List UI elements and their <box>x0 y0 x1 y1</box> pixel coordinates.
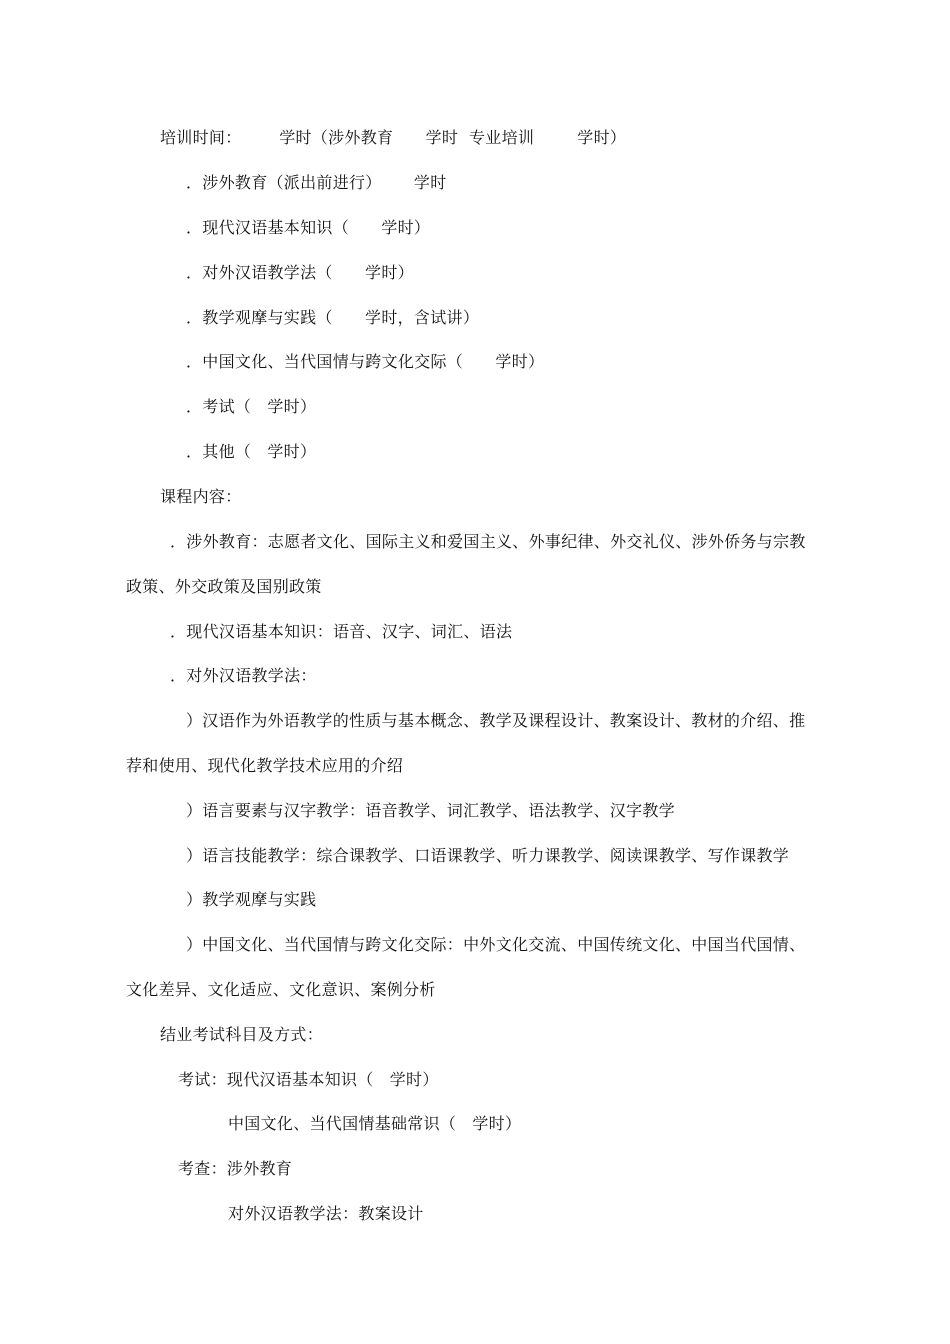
exam-test-line: 考试：现代汉语基本知识（ 学时） <box>178 1070 439 1089</box>
course-subitem: ）中国文化、当代国情与跨文化交际：中外文化交流、中国传统文化、中国当代国情、 <box>186 935 806 954</box>
course-subitem: ）汉语作为外语教学的性质与基本概念、教学及课程设计、教案设计、教材的介绍、推 <box>186 711 806 730</box>
course-item: ．对外汉语教学法： <box>170 666 317 685</box>
course-subitem-continuation: 文化差异、文化适应、文化意识、案例分析 <box>126 980 436 999</box>
training-item: ．教学观摩与实践（ 学时，含试讲） <box>186 308 480 327</box>
course-item-continuation: 政策、外交政策及国别政策 <box>126 577 322 596</box>
course-subitem: ）语言要素与汉字教学：语音教学、词汇教学、语法教学、汉字教学 <box>186 801 676 820</box>
training-item: ．对外汉语教学法（ 学时） <box>186 263 414 282</box>
training-time-heading: 培训时间： 学时（涉外教育 学时 专业培训 学时） <box>160 128 627 147</box>
training-item: ．现代汉语基本知识（ 学时） <box>186 218 431 237</box>
training-item: ．涉外教育（派出前进行） 学时 <box>186 173 447 192</box>
exam-heading: 结业考试科目及方式： <box>160 1025 324 1044</box>
exam-check-line: 考查：涉外教育 <box>178 1159 293 1178</box>
course-subitem-continuation: 荐和使用、现代化教学技术应用的介绍 <box>126 756 404 775</box>
course-subitem: ）教学观摩与实践 <box>186 890 317 909</box>
course-content-heading: 课程内容： <box>160 487 242 506</box>
training-item: ．中国文化、当代国情与跨文化交际（ 学时） <box>186 352 545 371</box>
course-item: ．现代汉语基本知识：语音、汉字、词汇、语法 <box>170 622 513 641</box>
training-item: ．其他（ 学时） <box>186 442 317 461</box>
course-subitem: ）语言技能教学：综合课教学、口语课教学、听力课教学、阅读课教学、写作课教学 <box>186 846 790 865</box>
training-item: ．考试（ 学时） <box>186 397 317 416</box>
exam-test-line: 中国文化、当代国情基础常识（ 学时） <box>228 1114 522 1133</box>
exam-check-line: 对外汉语教学法：教案设计 <box>228 1204 424 1223</box>
course-item: ．涉外教育：志愿者文化、国际主义和爱国主义、外事纪律、外交礼仪、涉外侨务与宗教 <box>170 532 806 551</box>
